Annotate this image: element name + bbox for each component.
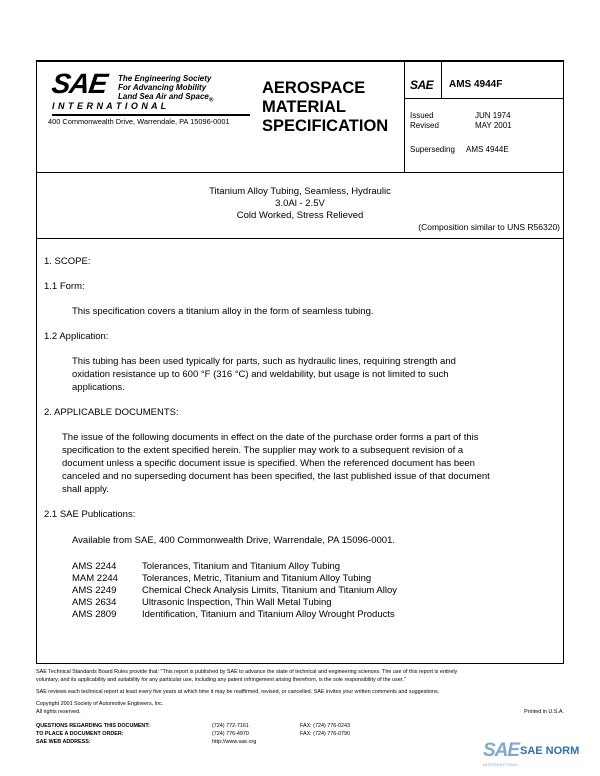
reference-title: Chemical Check Analysis Limits, Titanium and Titanium Alloy [142,585,398,596]
footer-review-text: SAE reviews each technical report at least every five years at which time it may be reaffirmed, revised, or cancelled. SAE invites your written comments and suggestions. [36,689,440,695]
questions-label: QUESTIONS REGARDING THIS DOCUMENT: [36,723,150,729]
header-bottom-line [36,172,564,173]
frame-right-line [563,60,564,664]
reference-code: MAM 2244 [72,573,118,584]
logo-underline [52,114,250,116]
spec-title-line-1: AEROSPACE [262,79,366,97]
watermark-sub: INTERNATIONAL [483,762,519,767]
docnum-box-inner-line [441,60,442,98]
section-1-1-text: This specification covers a titanium alloy in the form of seamless tubing. [72,306,374,317]
frame-left-line [36,60,37,664]
section-1-heading: 1. SCOPE: [44,256,91,267]
spec-title-line-2: MATERIAL [262,98,347,116]
footer-disclaimer-l1: SAE Technical Standards Board Rules provide that: "This report is published by SAE to advance the state of technical and engineering sciences. The use of this report is entirely [36,669,458,675]
section-2-1-heading: 2.1 SAE Publications: [44,509,136,520]
reference-code: AMS 2634 [72,597,117,608]
watermark-logo: SAE [483,740,520,761]
sae-address: 400 Commonwealth Drive, Warrendale, PA 15096-0001 [48,117,230,126]
org-line-3-text: Land Sea Air and Space [118,92,209,101]
reference-code: AMS 2249 [72,585,117,596]
reference-title: Tolerances, Titanium and Titanium Alloy Tubing [142,561,341,572]
section-2-text-l1: The issue of the following documents in effect on the date of the purchase order forms a part of this [62,432,479,443]
reference-title: Ultrasonic Inspection, Thin Wall Metal Tubing [142,597,332,608]
registered-mark: ® [208,97,214,104]
footer-copyright: Copyright 2001 Society of Automotive Engineers, Inc. [36,701,164,707]
questions-phone: (724) 772-7161 [212,723,249,729]
section-2-text-l5: shall apply. [62,484,109,495]
doc-title-line-3: Cold Worked, Stress Relieved [236,210,364,221]
section-1-2-text-l1: This tubing has been used typically for parts, such as hydraulic lines, requiring strength and [72,356,456,367]
order-fax: FAX: (724) 776-0790 [300,731,351,737]
reference-code: AMS 2244 [72,561,117,572]
section-2-1-text: Available from SAE, 400 Commonwealth Drive, Warrendale, PA 15096-0001. [72,535,395,546]
section-2-text-l2: specification to the extent specified herein. The supplier may work to a subsequent revision of a [62,445,464,456]
section-1-2-text-l2: oxidation resistance up to 600 °F (316 °C) and weldability, but usage is not limited to such [72,369,449,380]
title-bottom-line [36,238,564,239]
header-divider-line [404,60,405,172]
revised-date: MAY 2001 [475,121,512,130]
doc-number: AMS 4944F [449,79,503,90]
footer-printed: Printed in U.S.A. [524,709,564,715]
section-2-text-l4: canceled and no superseding document has been specified, the last published issue of that document [62,471,490,482]
doc-title-line-1: Titanium Alloy Tubing, Seamless, Hydraulic [209,186,391,197]
issued-label: Issued [410,111,434,120]
footer-top-line [36,663,564,664]
web-url[interactable]: http://www.sae.org [212,739,257,745]
order-label: TO PLACE A DOCUMENT ORDER: [36,731,124,737]
questions-fax: FAX: (724) 776-0243 [300,723,351,729]
watermark-text: SAE NORM [520,745,580,757]
section-1-2-heading: 1.2 Application: [44,331,109,342]
revised-label: Revised [410,121,439,130]
doc-title-line-2: 3.0Al - 2.5V [275,198,325,209]
org-line-2: For Advancing Mobility [118,83,207,92]
footer-disclaimer-l2: voluntary, and its applicability and suitability for any particular use, including any patent infringement arising therefrom, is the sole responsibility of the user." [36,677,406,683]
international-label: I N T E R N A T I O N A L [52,101,167,111]
superseding-label: Superseding [410,145,455,154]
reference-title: Identification, Titanium and Titanium Alloy Wrought Products [142,609,395,620]
sae-logo: SAE [49,68,109,99]
section-2-text-l3: document unless a specific document issue is specified. When the referenced document has been [62,458,475,469]
composition-note: (Composition similar to UNS R56320) [418,222,560,232]
section-2-heading: 2. APPLICABLE DOCUMENTS: [44,407,179,418]
reference-title: Tolerances, Metric, Titanium and Titanium Alloy Tubing [142,573,372,584]
frame-top-line [36,60,564,62]
footer-rights: All rights reserved. [36,709,81,715]
web-label: SAE WEB ADDRESS: [36,739,91,745]
order-phone: (724) 776-4970 [212,731,249,737]
section-1-1-heading: 1.1 Form: [44,281,85,292]
org-line-1: The Engineering Society [118,74,212,83]
small-sae-logo: SAE [410,78,434,92]
issued-date: JUN 1974 [475,111,511,120]
section-1-2-text-l3: applications. [72,382,125,393]
spec-title-line-3: SPECIFICATION [262,117,389,135]
docnum-box-bottom-line [404,98,564,99]
reference-code: AMS 2809 [72,609,117,620]
superseding-value: AMS 4944E [466,145,509,154]
